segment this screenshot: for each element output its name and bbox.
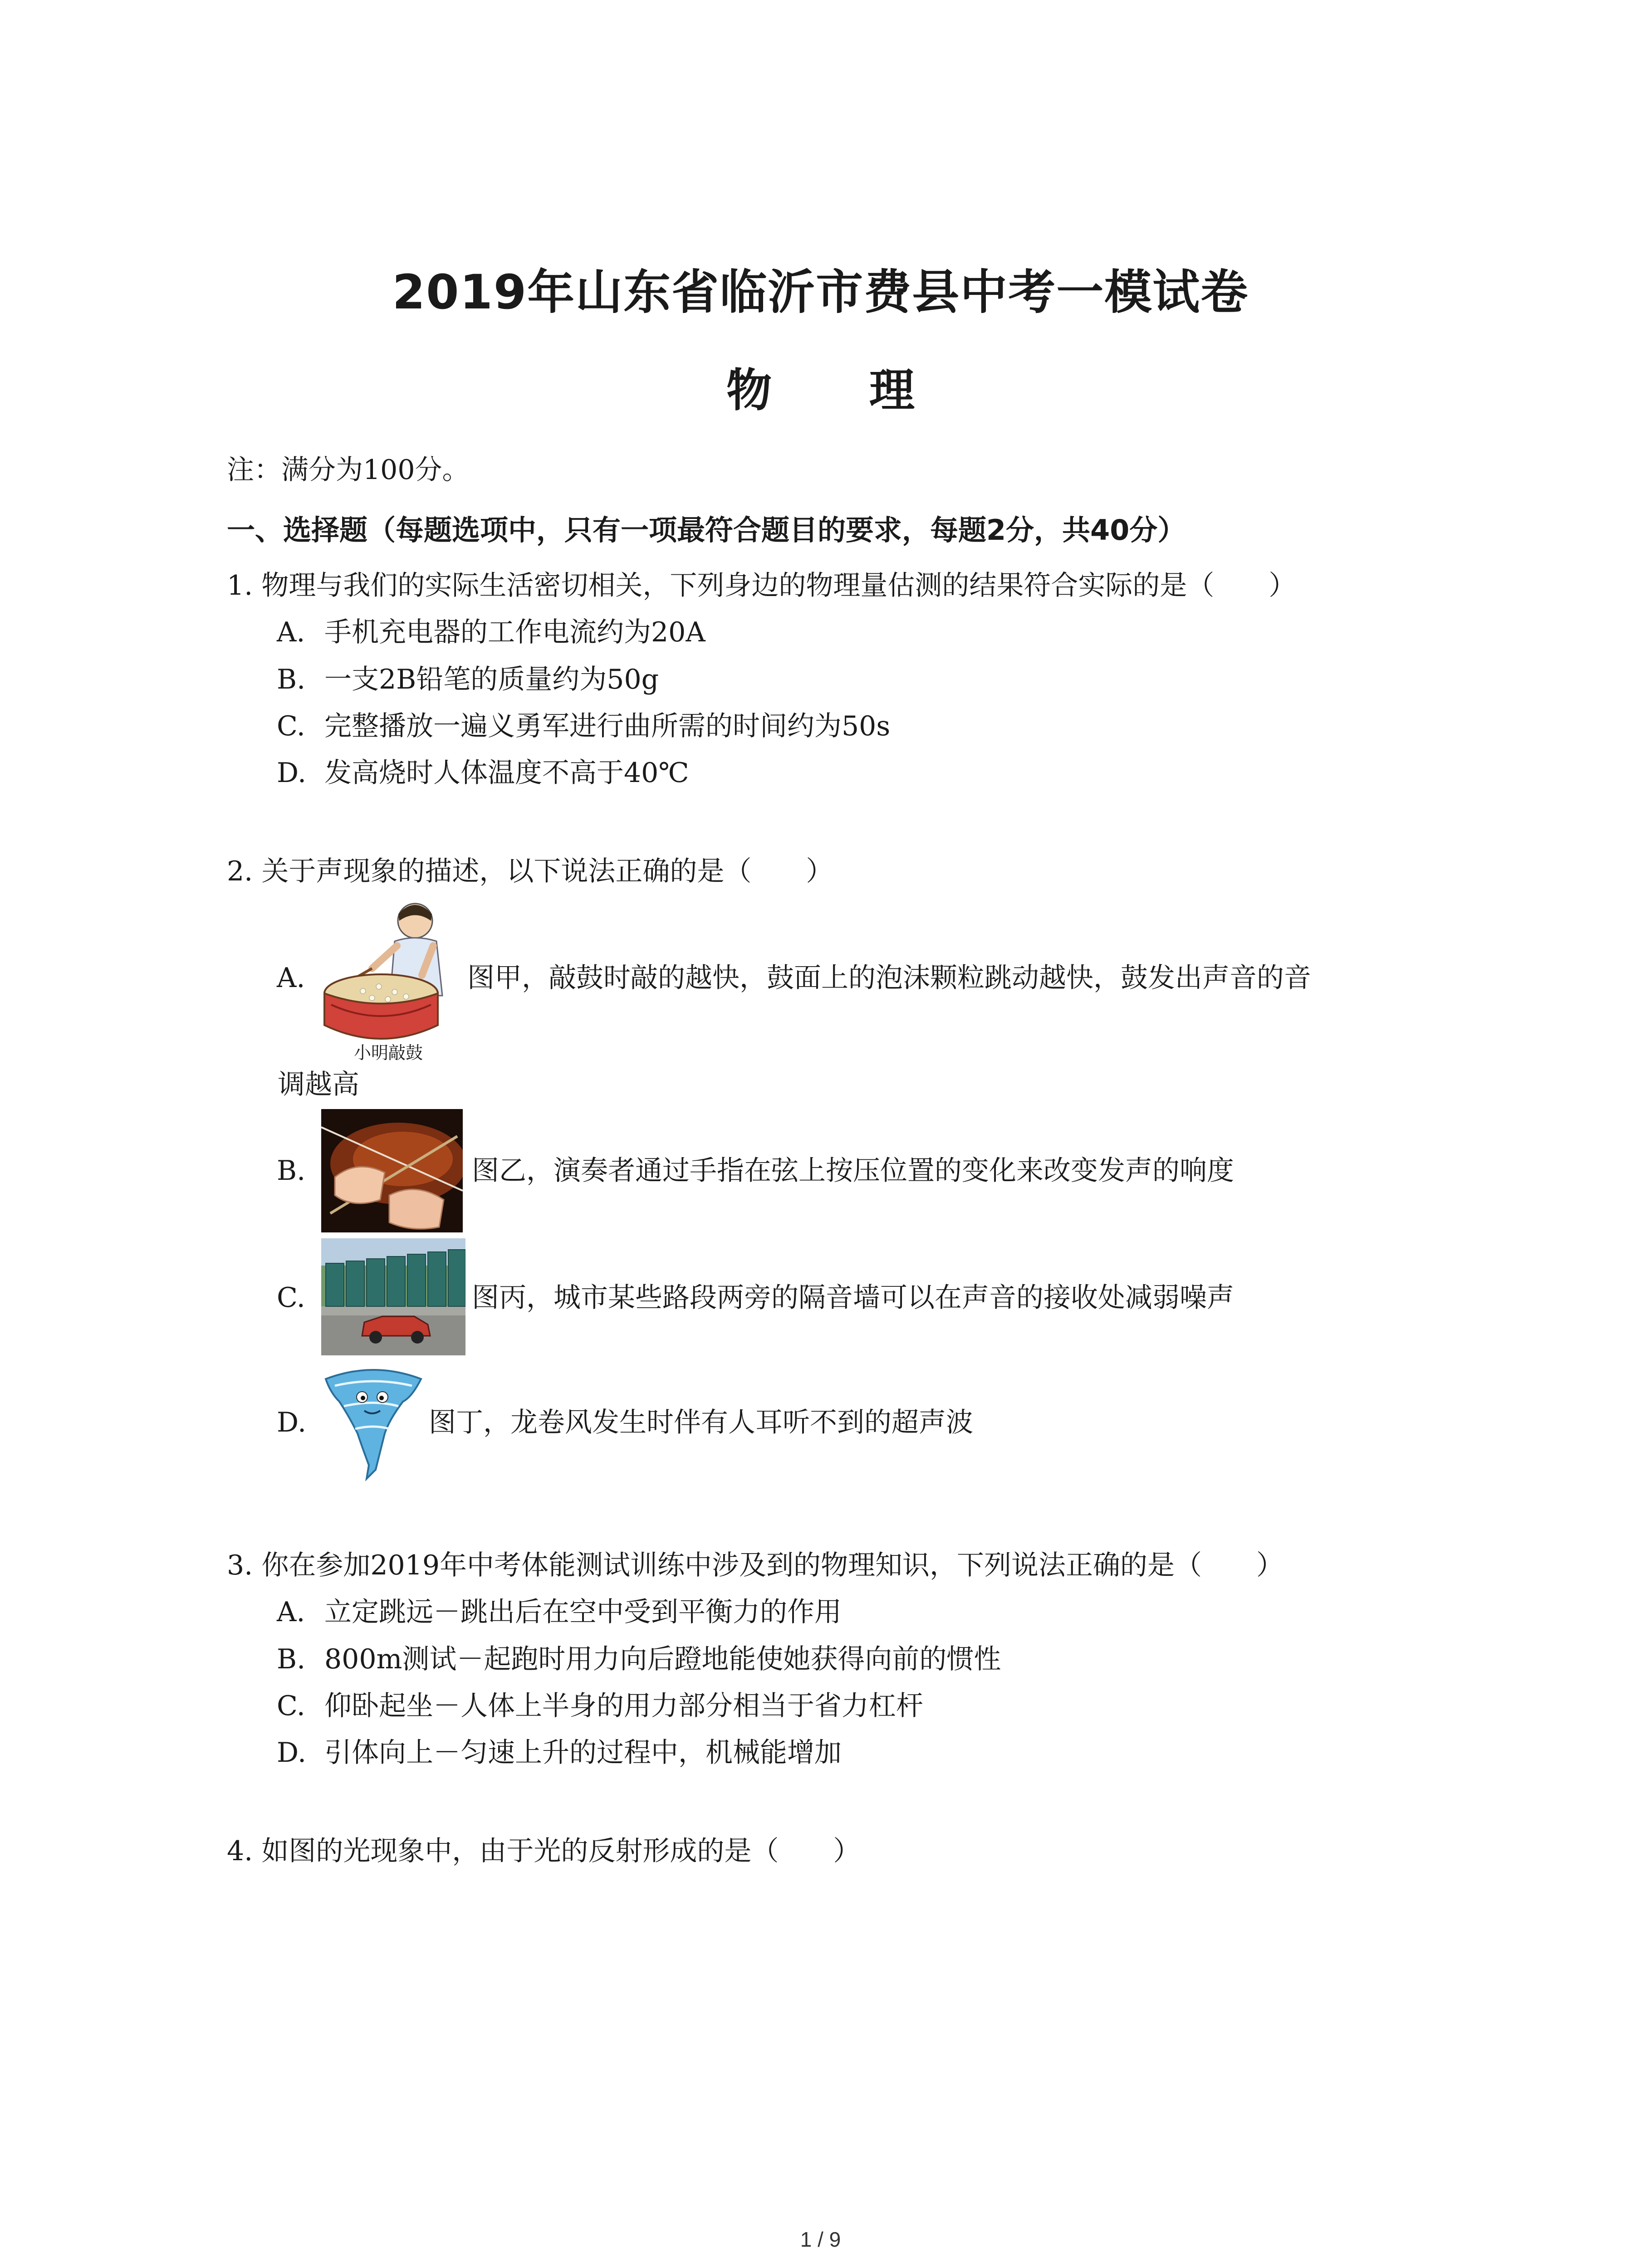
q3-option-a: 立定跳远－跳出后在空中受到平衡力的作用 [324,1596,842,1628]
q2-option-c: 图丙，城市某些路段两旁的隔音墙可以在声音的接收处减弱噪声 [472,1282,1234,1314]
q1-option-b: 一支2B铅笔的质量约为50g [324,664,659,695]
subject-title: 物 理 [726,364,955,417]
q2-option-b: 图乙，演奏者通过手指在弦上按压位置的变化来改变发声的响度 [472,1155,1234,1187]
page-number: 1 / 9 [800,2228,841,2251]
q2-option-a-letter: A. [277,962,305,994]
q1-stem: 1. 物理与我们的实际生活密切相关，下列身边的物理量估测的结果符合实际的是（ ） [227,570,1296,601]
section-heading: 一、选择题（每题选项中，只有一项最符合题目的要求，每题2分，共40分） [227,513,1186,547]
q3-option-b: 800m测试－起跑时用力向后蹬地能使她获得向前的惯性 [324,1643,1001,1675]
q1-option-a-letter: A. [277,616,305,648]
exam-title: 2019年山东省临沂市费县中考一模试卷 [392,264,1249,320]
q2-stem: 2. 关于声现象的描述，以下说法正确的是（ ） [227,855,833,887]
q2-option-d-letter: D. [277,1407,307,1438]
q2-option-a: 图甲，敲鼓时敲的越快，鼓面上的泡沫颗粒跳动越快，鼓发出声音的音 [467,962,1311,994]
q4-stem: 4. 如图的光现象中，由于光的反射形成的是（ ） [227,1835,861,1867]
q3-option-d-letter: D. [277,1737,307,1769]
violin-figure [321,1109,463,1232]
q1-option-d: 发高烧时人体温度不高于40℃ [324,757,689,789]
q3-option-a-letter: A. [277,1596,305,1628]
q1-option-d-letter: D. [277,757,307,789]
q2-option-c-letter: C. [277,1282,305,1314]
q1-option-a: 手机充电器的工作电流约为20A [324,616,705,648]
note-text: 注：满分为100分。 [227,454,470,486]
q3-option-b-letter: B. [277,1643,306,1675]
tornado-figure [321,1365,426,1486]
q3-option-c: 仰卧起坐－人体上半身的用力部分相当于省力杠杆 [324,1690,923,1722]
q1-option-b-letter: B. [277,664,306,695]
q2-option-a-cont: 调越高 [278,1069,359,1100]
q3-option-d: 引体向上－匀速上升的过程中，机械能增加 [324,1737,842,1769]
q2-option-d: 图丁，龙卷风发生时伴有人耳听不到的超声波 [429,1407,973,1438]
q1-option-c: 完整播放一遍义勇军进行曲所需的时间约为50s [324,710,891,742]
noise-barrier-figure [321,1238,465,1355]
q1-option-c-letter: C. [277,710,305,742]
q2-option-b-letter: B. [277,1155,306,1187]
q3-stem: 3. 你在参加2019年中考体能测试训练中涉及到的物理知识，下列说法正确的是（ ） [227,1549,1284,1581]
q3-option-c-letter: C. [277,1690,305,1722]
drum-caption: 小明敲鼓 [354,1044,423,1063]
